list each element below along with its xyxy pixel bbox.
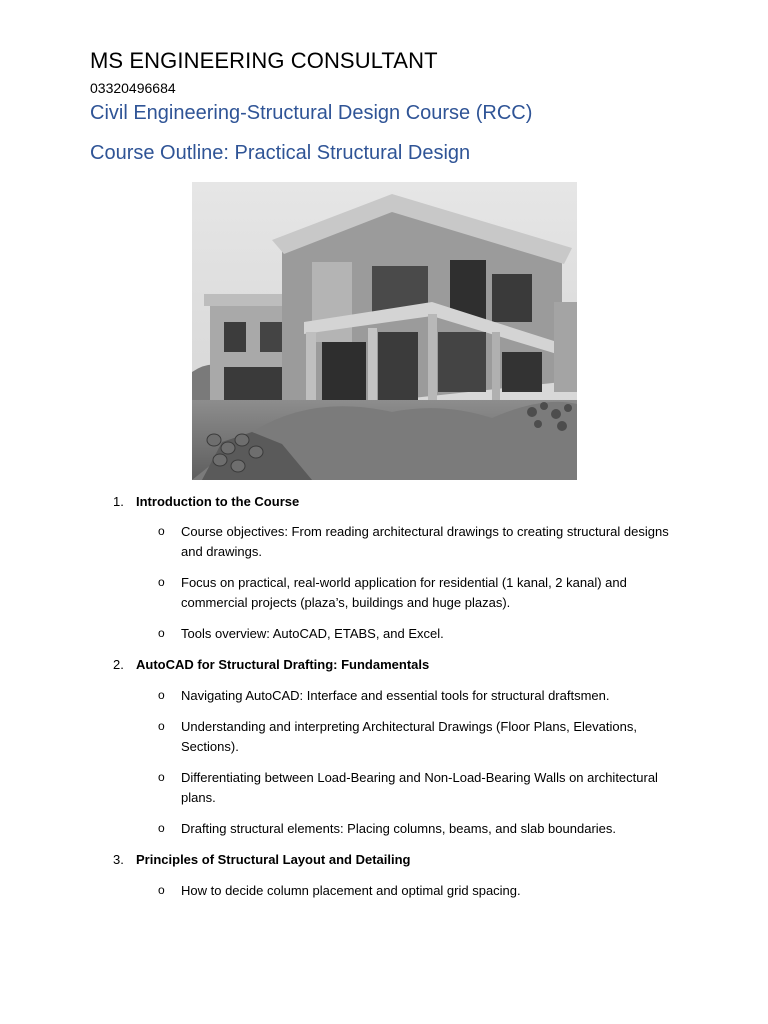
section-title: Principles of Structural Layout and Detailing [136, 852, 411, 867]
bullet-icon: o [158, 883, 165, 897]
bullet-icon: o [158, 719, 165, 733]
list-item: Drafting structural elements: Placing columns, beams, and slab boundaries. [181, 821, 616, 836]
company-name: MS ENGINEERING CONSULTANT [90, 48, 438, 73]
building-photo [192, 182, 577, 480]
bullet-icon: o [158, 626, 165, 640]
bullet-icon: o [158, 688, 165, 702]
section-number: 3. [113, 852, 124, 867]
phone-number: 03320496684 [90, 80, 176, 96]
list-item: How to decide column placement and optimal grid spacing. [181, 883, 521, 898]
outline-title: Course Outline: Practical Structural Design [90, 142, 471, 164]
list-item: Understanding and interpreting Architectural Drawings (Floor Plans, Elevations, Sections). [181, 719, 637, 754]
section-title: Introduction to the Course [136, 494, 300, 509]
bullet-icon: o [158, 575, 165, 589]
list-item: Navigating AutoCAD: Interface and essential tools for structural draftsmen. [181, 688, 610, 703]
list-item: Differentiating between Load-Bearing and Non-Load-Bearing Walls on architectural plans. [181, 770, 658, 805]
building-photo-illustration [192, 182, 577, 480]
bullet-icon: o [158, 524, 165, 538]
section-number: 2. [113, 657, 124, 672]
list-item: Tools overview: AutoCAD, ETABS, and Excel. [181, 626, 444, 641]
section-title: AutoCAD for Structural Drafting: Fundamentals [136, 657, 430, 672]
section-number: 1. [113, 494, 124, 509]
list-item: Course objectives: From reading architectural drawings to creating structural designs and drawings. [181, 524, 669, 559]
bullet-icon: o [158, 821, 165, 835]
list-item: Focus on practical, real-world application for residential (1 kanal, 2 kanal) and commercial projects (plaza’s, buildings and huge plazas). [181, 575, 627, 610]
bullet-icon: o [158, 770, 165, 784]
course-title: Civil Engineering-Structural Design Course (RCC) [90, 102, 533, 124]
